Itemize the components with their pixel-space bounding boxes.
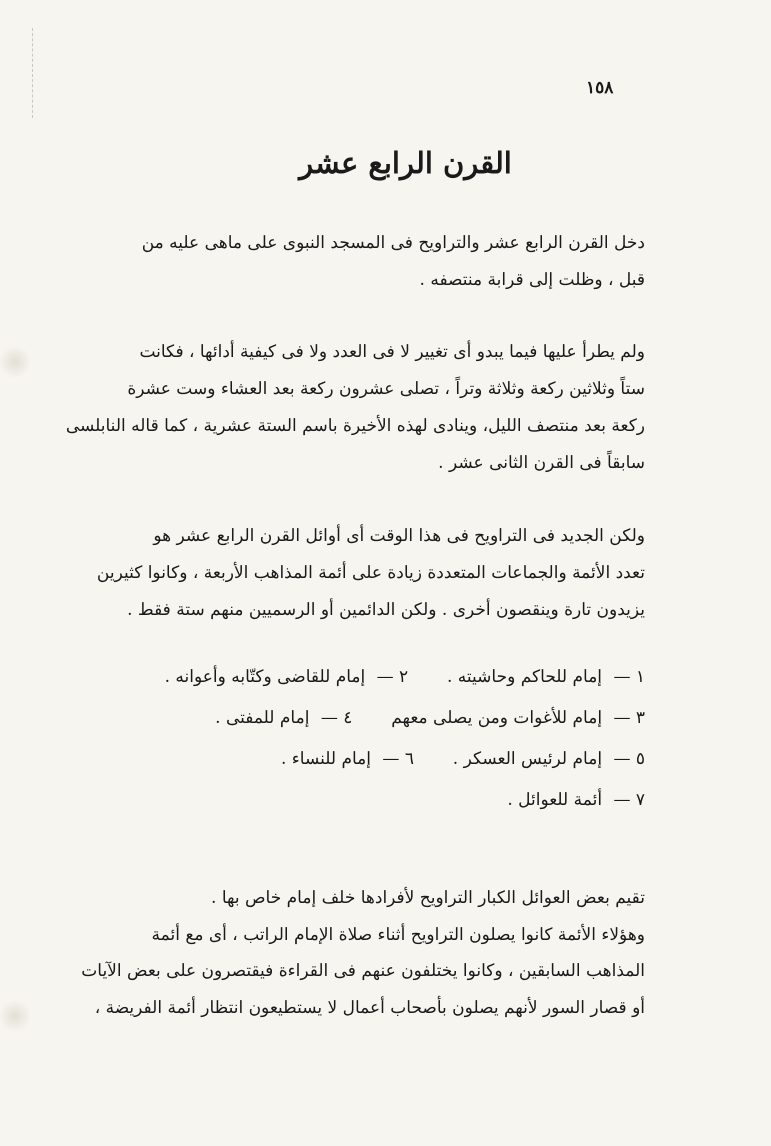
scan-smudge xyxy=(0,998,30,1034)
text-line: أو قصار السور لأنهم يصلون بأصحاب أعمال لا يستطيعون انتظار أئمة الفريضة ، xyxy=(94,997,645,1018)
list-row xyxy=(125,780,645,821)
text-line: وهؤلاء الأئمة كانوا يصلون التراويح أثناء صلاة الإمام الراتب ، أى مع أئمة xyxy=(151,924,645,945)
text-line: ولكن الجديد فى التراويح فى هذا الوقت أى أوائل القرن الرابع عشر هو xyxy=(153,526,645,546)
paragraph-families xyxy=(81,880,645,1026)
text-line: تقيم بعض العوائل الكبار التراويح لأفرادها خلف إمام خاص بها . xyxy=(211,888,645,908)
text-line: سابقاً فى القرن الثانى عشر . xyxy=(438,453,645,473)
list-number: ١ — xyxy=(613,667,645,687)
list-row xyxy=(125,739,645,780)
text-line: يزيدون تارة وينقصون أخرى . ولكن الدائمين أو الرسميين منهم ستة فقط . xyxy=(127,600,645,620)
paragraph-new-development xyxy=(96,518,645,629)
text-line: ستاً وثلاثين ركعة وثلاثة وتراً ، تصلى عشرون ركعة بعد العشاء وست عشرة xyxy=(127,379,645,399)
chapter-title: القرن الرابع عشر xyxy=(299,146,512,180)
text-line: المذاهب السابقين ، وكانوا يختلفون عنهم فى القراءة فيقتصرون على بعض الآيات xyxy=(81,961,645,981)
list-item: إمام للحاكم وحاشيته . xyxy=(447,667,603,687)
list-row xyxy=(125,657,645,698)
list-item: إمام للنساء . xyxy=(280,749,371,769)
paragraph-intro xyxy=(125,225,645,299)
list-number: ٢ — xyxy=(376,667,409,687)
list-number: ٥ — xyxy=(613,749,645,769)
list-number: ٣ — xyxy=(613,708,645,728)
list-item: إمام للأغوات ومن يصلى معهم xyxy=(391,708,603,728)
page-number: ١٥٨ xyxy=(586,78,614,98)
list-number: ٤ — xyxy=(320,708,353,728)
list-item: أئمة للعوائل . xyxy=(507,790,603,810)
scan-margin-mark xyxy=(32,28,35,118)
paragraph-description xyxy=(65,334,645,482)
text-line: دخل القرن الرابع عشر والتراويح فى المسجد النبوى على ماهى عليه من xyxy=(141,233,645,253)
list-item: إمام لرئيس العسكر . xyxy=(452,749,603,769)
text-line: ركعة بعد منتصف الليل، وينادى لهذه الأخيرة باسم الستة عشرية ، كما قاله النابلسى xyxy=(65,416,645,436)
list-number: ٦ — xyxy=(382,749,414,769)
list-row xyxy=(125,698,645,739)
list-number: ٧ — xyxy=(613,790,645,810)
text-line: قبل ، وظلت إلى قرابة منتصفه . xyxy=(419,270,645,290)
text-line: تعدد الأئمة والجماعات المتعددة زيادة على أئمة المذاهب الأربعة ، وكانوا كثيرين xyxy=(96,563,645,583)
scan-smudge xyxy=(0,344,30,380)
list-item: إمام للقاضى وكتّابه وأعوانه . xyxy=(164,667,366,687)
text-line: ولم يطرأ عليها فيما يبدو أى تغيير لا فى العدد ولا فى كيفية أدائها ، فكانت xyxy=(139,342,645,362)
list-item: إمام للمفتى . xyxy=(215,708,310,728)
imams-list xyxy=(125,657,645,821)
